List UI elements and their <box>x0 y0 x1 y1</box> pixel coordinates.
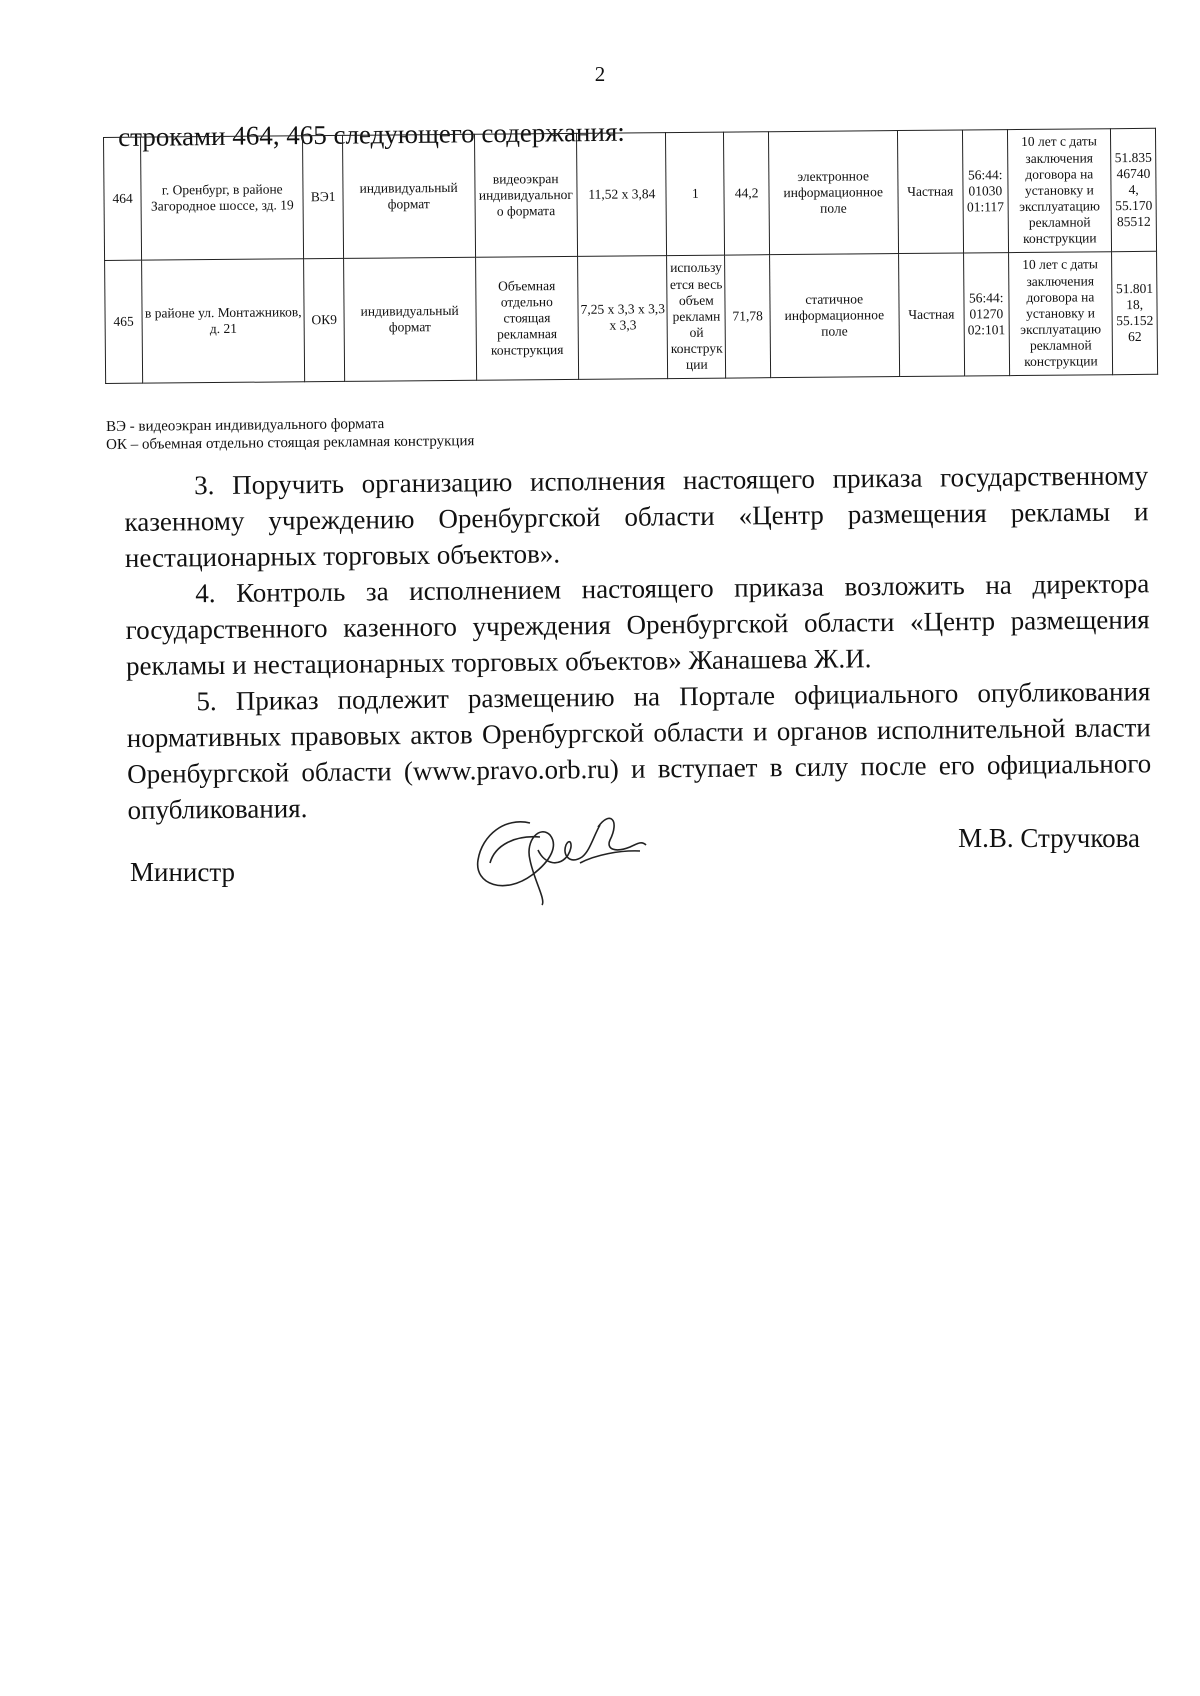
table-row <box>105 251 1158 383</box>
page-number: 2 <box>594 62 606 86</box>
legend-line: ОК – объемная отдельно стоящая рекламная конструкция <box>106 433 475 453</box>
registry-table <box>103 128 1158 384</box>
cell-num: 464 <box>104 137 142 260</box>
cell-cadastral: 56:44:0127002:101 <box>964 253 1010 376</box>
cell-term: 10 лет с даты заключения договора на установку и эксплуатацию рекламной конструкции <box>1007 129 1112 253</box>
cell-coords: 51.80118, 55.15262 <box>1112 251 1158 374</box>
table-row <box>104 128 1157 260</box>
handwritten-signature <box>470 805 650 910</box>
cell-cadastral: 56:44:0103001:117 <box>962 130 1008 253</box>
cell-address: г. Оренбург, в районе Загородное шоссе, зд. 19 <box>141 136 304 260</box>
registry-table-wrapper <box>103 128 1158 384</box>
cell-format: индивидуальный формат <box>342 134 475 258</box>
paragraph-3: 3. Поручить организацию исполнения настоящего приказа государственному казенному учреждению Оренбургской области «Центр размещения рекламы и нестационарных торговых объектов». <box>124 460 1149 573</box>
cell-field: статичное информационное поле <box>769 254 899 378</box>
cell-num: 465 <box>105 260 143 383</box>
cell-field: электронное информационное поле <box>768 131 898 255</box>
cell-format: индивидуальный формат <box>343 257 476 381</box>
intro-line: строками 464, 465 следующего содержания: <box>118 116 625 152</box>
cell-sides: 1 <box>666 132 725 255</box>
cell-code: ВЭ1 <box>303 135 343 258</box>
cell-size: 11,52 х 3,84 <box>577 133 667 257</box>
cell-sides: используется весь объем рекламной конструкции <box>667 255 726 378</box>
cell-area: 44,2 <box>724 132 770 255</box>
cell-term: 10 лет с даты заключения договора на установку и эксплуатацию рекламной конструкции <box>1008 252 1113 376</box>
cell-area: 71,78 <box>725 255 771 378</box>
signer-position: Министр <box>130 857 235 887</box>
cell-ownership: Частная <box>898 253 964 377</box>
order-text <box>124 457 1152 828</box>
legend-line: ВЭ - видеоэкран индивидуального формата <box>106 416 385 435</box>
cell-type: видеоэкран индивидуального формата <box>474 133 578 257</box>
paragraph-4: 4. Контроль за исполнением настоящего приказа возложить на директора государственного казенного учреждения Оренбургской области «Центр размещения рекламы и нестационарных торговых объектов» Жанашева Ж.И. <box>125 568 1150 681</box>
cell-coords: 51.835467404, 55.17085512 <box>1111 128 1157 251</box>
cell-address: в районе ул. Монтажников, д. 21 <box>142 259 305 383</box>
paragraph-5: 5. Приказ подлежит размещению на Портале официального опубликования нормативных правовых актов Оренбургской области и органов исполнительной власти Оренбургской области (www.pravo.orb.ru) и вступает в силу после его официального опубликования. <box>126 676 1152 825</box>
cell-type: Объемная отдельно стоящая рекламная конструкция <box>475 256 579 380</box>
cell-code: ОК9 <box>304 258 344 381</box>
cell-ownership: Частная <box>897 130 963 254</box>
signature-block <box>130 805 1140 915</box>
cell-size: 7,25 х 3,3 х 3,3 х 3,3 <box>578 256 668 380</box>
signer-name: М.В. Стручкова <box>958 823 1140 853</box>
